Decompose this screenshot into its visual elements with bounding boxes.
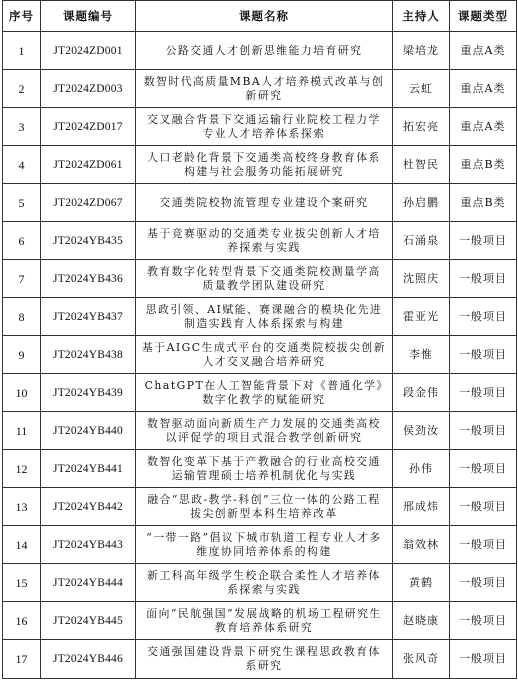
table-row	[3, 222, 517, 260]
row-project-type: 一般项目	[450, 374, 517, 412]
row-host: 翁效林	[393, 526, 450, 564]
table-row	[3, 564, 517, 602]
row-project-name: 基于竞赛驱动的交通类专业拔尖创新人才培养探索与实践	[136, 222, 393, 260]
table-row	[3, 336, 517, 374]
row-host: 李惟	[393, 336, 450, 374]
row-host: 孙伟	[393, 450, 450, 488]
row-host: 邢成炜	[393, 488, 450, 526]
row-serial-number: 13	[3, 488, 41, 526]
row-project-code: JT2024YB445	[41, 602, 136, 640]
table-row	[3, 298, 517, 336]
row-project-name: 数智驱动面向新质生产力发展的交通类高校以评促学的项目式混合教学创新研究	[136, 412, 393, 450]
row-project-type: 一般项目	[450, 640, 517, 679]
row-project-name: 基于AIGC生成式平台的交通类院校拔尖创新人才交叉融合培养研究	[136, 336, 393, 374]
row-serial-number: 4	[3, 146, 41, 184]
row-project-name: 交通类院校物流管理专业建设个案研究	[136, 184, 393, 222]
table-row	[3, 260, 517, 298]
project-table-container	[2, 0, 516, 679]
row-host: 云虹	[393, 70, 450, 108]
header-project-name: 课题名称	[136, 1, 393, 32]
row-project-type: 一般项目	[450, 488, 517, 526]
table-row	[3, 108, 517, 146]
row-project-code: JT2024YB440	[41, 412, 136, 450]
row-host: 杜智民	[393, 146, 450, 184]
table-row	[3, 640, 517, 679]
row-host: 段金伟	[393, 374, 450, 412]
row-project-type: 重点B类	[450, 146, 517, 184]
row-host: 张风奇	[393, 640, 450, 679]
row-project-name: ChatGPT在人工智能背景下对《普通化学》数字化教学的赋能研究	[136, 374, 393, 412]
row-project-code: JT2024YB437	[41, 298, 136, 336]
row-project-name: 思政引领、AI赋能、赛课融合的模块化先进制造实践育人体系探索与构建	[136, 298, 393, 336]
row-serial-number: 5	[3, 184, 41, 222]
row-serial-number: 8	[3, 298, 41, 336]
row-serial-number: 9	[3, 336, 41, 374]
row-project-code: JT2024YB438	[41, 336, 136, 374]
row-project-type: 一般项目	[450, 260, 517, 298]
row-host: 侯劲汝	[393, 412, 450, 450]
row-project-type: 一般项目	[450, 602, 517, 640]
row-project-type: 重点A类	[450, 70, 517, 108]
row-serial-number: 1	[3, 32, 41, 70]
row-project-name: “一带一路”倡议下城市轨道工程专业人才多维度协同培养体系的构建	[136, 526, 393, 564]
row-project-type: 一般项目	[450, 222, 517, 260]
table-row	[3, 32, 517, 70]
row-project-code: JT2024YB444	[41, 564, 136, 602]
table-row	[3, 450, 517, 488]
header-project-code: 课题编号	[41, 1, 136, 32]
row-project-code: JT2024YB442	[41, 488, 136, 526]
row-project-type: 一般项目	[450, 412, 517, 450]
row-serial-number: 15	[3, 564, 41, 602]
table-row	[3, 70, 517, 108]
table-row	[3, 374, 517, 412]
table-row	[3, 184, 517, 222]
row-project-code: JT2024YB443	[41, 526, 136, 564]
row-project-type: 一般项目	[450, 526, 517, 564]
row-project-name: 人口老龄化背景下交通类高校终身教育体系构建与社会服务功能拓展研究	[136, 146, 393, 184]
row-serial-number: 7	[3, 260, 41, 298]
row-serial-number: 16	[3, 602, 41, 640]
row-serial-number: 10	[3, 374, 41, 412]
row-project-type: 重点A类	[450, 108, 517, 146]
row-host: 拓宏亮	[393, 108, 450, 146]
row-project-code: JT2024YB441	[41, 450, 136, 488]
row-serial-number: 17	[3, 640, 41, 679]
row-project-type: 一般项目	[450, 298, 517, 336]
row-project-code: JT2024YB435	[41, 222, 136, 260]
table-row	[3, 602, 517, 640]
row-project-code: JT2024ZD017	[41, 108, 136, 146]
row-serial-number: 12	[3, 450, 41, 488]
table-row	[3, 146, 517, 184]
table-row	[3, 526, 517, 564]
row-project-code: JT2024ZD061	[41, 146, 136, 184]
header-project-type: 课题类型	[450, 1, 517, 32]
row-project-name: 交通强国建设背景下研究生课程思政教育体系研究	[136, 640, 393, 679]
row-project-name: 教育数字化转型背景下交通类院校测量学高质量教学团队建设研究	[136, 260, 393, 298]
row-project-code: JT2024ZD003	[41, 70, 136, 108]
row-project-type: 重点B类	[450, 184, 517, 222]
row-project-code: JT2024YB439	[41, 374, 136, 412]
header-host: 主持人	[393, 1, 450, 32]
row-project-name: 数智化变革下基于产教融合的行业高校交通运输管理硕士培养机制优化与实践	[136, 450, 393, 488]
row-project-name: 交叉融合背景下交通运输行业院校工程力学专业人才培养体系探索	[136, 108, 393, 146]
row-project-code: JT2024YB436	[41, 260, 136, 298]
row-project-code: JT2024ZD001	[41, 32, 136, 70]
row-serial-number: 14	[3, 526, 41, 564]
table-header-row	[3, 1, 517, 32]
row-project-type: 重点A类	[450, 32, 517, 70]
row-serial-number: 2	[3, 70, 41, 108]
header-serial-number: 序号	[3, 1, 41, 32]
row-project-name: 数智时代高质量MBA人才培养模式改革与创新研究	[136, 70, 393, 108]
row-host: 梁培龙	[393, 32, 450, 70]
project-table	[2, 0, 517, 679]
row-serial-number: 3	[3, 108, 41, 146]
row-project-type: 一般项目	[450, 336, 517, 374]
row-serial-number: 6	[3, 222, 41, 260]
row-host: 石涌泉	[393, 222, 450, 260]
row-host: 赵晓康	[393, 602, 450, 640]
row-project-name: 融合“思政-教学-科创”三位一体的公路工程拔尖创新型本科生培养改革	[136, 488, 393, 526]
row-project-code: JT2024ZD067	[41, 184, 136, 222]
row-host: 孙启鹏	[393, 184, 450, 222]
row-host: 霍亚光	[393, 298, 450, 336]
table-row	[3, 488, 517, 526]
row-serial-number: 11	[3, 412, 41, 450]
table-row	[3, 412, 517, 450]
row-host: 黄鹤	[393, 564, 450, 602]
row-project-name: 面向“民航强国”发展战略的机场工程研究生教育培养体系研究	[136, 602, 393, 640]
row-host: 沈照庆	[393, 260, 450, 298]
row-project-code: JT2024YB446	[41, 640, 136, 679]
row-project-type: 一般项目	[450, 564, 517, 602]
row-project-name: 新工科高年级学生校企联合柔性人才培养体系探索与实践	[136, 564, 393, 602]
row-project-type: 一般项目	[450, 450, 517, 488]
row-project-name: 公路交通人才创新思维能力培育研究	[136, 32, 393, 70]
